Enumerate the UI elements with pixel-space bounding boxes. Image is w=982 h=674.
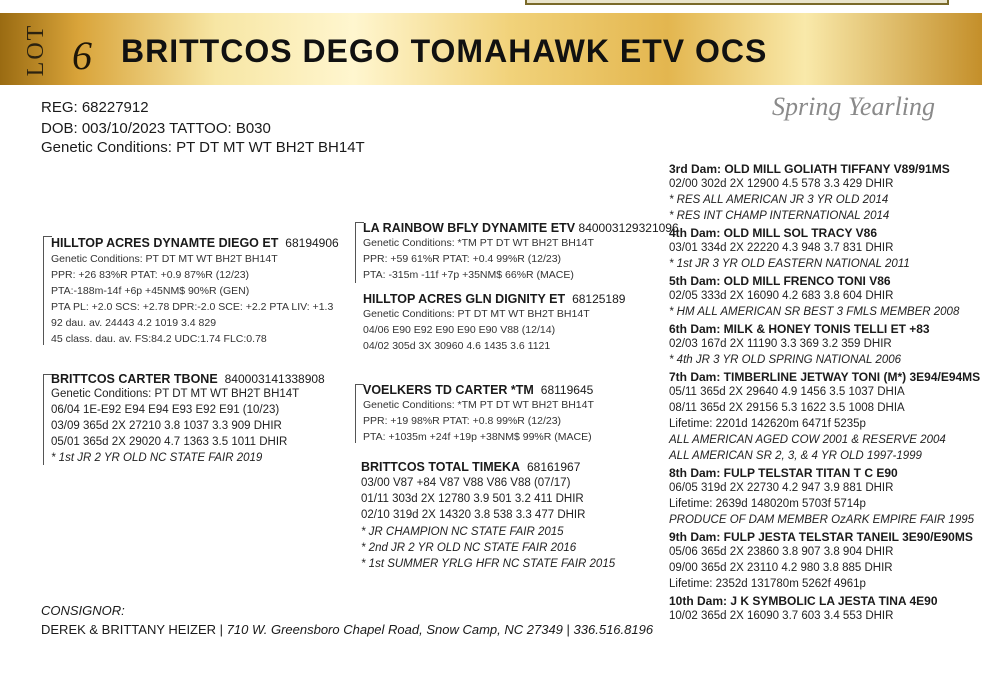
dam-sire-name: VOELKERS TD CARTER *TM 68119645 bbox=[363, 383, 594, 397]
genetic-conditions: Genetic Conditions: PT DT MT WT BH2T BH14T bbox=[41, 139, 365, 156]
dam-ancestor-note: * RES INT CHAMP INTERNATIONAL 2014 bbox=[669, 210, 890, 222]
dam-ancestor-record: 06/05 319d 2X 22730 4.2 947 3.9 881 DHIR bbox=[669, 482, 894, 494]
dam-ancestor-note: ALL AMERICAN SR 2, 3, & 4 YR OLD 1997-1999 bbox=[669, 450, 922, 462]
sire-dam-detail-line: Genetic Conditions: PT DT MT WT BH2T BH14T bbox=[363, 308, 590, 320]
consignor-label: CONSIGNOR: bbox=[41, 603, 125, 618]
dam-note: * 1st JR 2 YR OLD NC STATE FAIR 2019 bbox=[51, 452, 263, 464]
dam-ancestor-record: 10/02 365d 2X 16090 3.7 603 3.4 553 DHIR bbox=[669, 610, 894, 622]
consignor-phone: 336.516.8196 bbox=[573, 622, 654, 637]
sire-reg: 68194906 bbox=[285, 236, 339, 250]
dam-ancestor-heading: 9th Dam: FULP JESTA TELSTAR TANEIL 3E90/E90MS bbox=[669, 530, 973, 544]
lot-label: LOT bbox=[22, 23, 49, 77]
dam-dam-reg: 68161967 bbox=[526, 460, 581, 474]
dam-dam-note: * 2nd JR 2 YR OLD NC STATE FAIR 2016 bbox=[361, 542, 577, 554]
lot-title: BRITTCOS DEGO TOMAHAWK ETV OCS bbox=[121, 33, 768, 69]
dam-dam-note: * JR CHAMPION NC STATE FAIR 2015 bbox=[361, 526, 564, 538]
dam-ancestor-heading: 3rd Dam: OLD MILL GOLIATH TIFFANY V89/91MS bbox=[669, 162, 950, 176]
dam-ancestor-record: 05/11 365d 2X 29640 4.9 1456 3.5 1037 DHIA bbox=[669, 386, 905, 398]
dam-ancestor-note: * HM ALL AMERICAN SR BEST 3 FMLS MEMBER 2008 bbox=[669, 306, 960, 318]
sire-sire-detail-line: PTA: -315m -11f +7p +35NM$ 66%R (MACE) bbox=[363, 269, 574, 281]
dam-sire-detail-line: Genetic Conditions: *TM PT DT WT BH2T BH14T bbox=[363, 399, 594, 411]
dam-dam-name: BRITTCOS TOTAL TIMEKA 68161967 bbox=[361, 460, 581, 474]
sire-detail-line: PTA:-188m-14f +6p +45NM$ 90%R (GEN) bbox=[51, 285, 250, 297]
dam-ancestor-note: PRODUCE OF DAM MEMBER OzARK EMPIRE FAIR 1995 bbox=[669, 514, 975, 526]
sire-detail-line: PPR: +26 83%R PTAT: +0.9 87%R (12/23) bbox=[51, 269, 250, 281]
dam-ancestor-record: Lifetime: 2639d 148020m 5703f 5714p bbox=[669, 498, 866, 510]
dam-ancestor-record: 02/00 302d 2X 12900 4.5 578 3.3 429 DHIR bbox=[669, 178, 894, 190]
dam-ancestor-note: * RES ALL AMERICAN JR 3 YR OLD 2014 bbox=[669, 194, 889, 206]
dam-sire-reg: 68119645 bbox=[540, 383, 594, 397]
dam-ancestor-record: Lifetime: 2201d 142620m 6471f 5235p bbox=[669, 418, 866, 430]
reg-number: REG: 68227912 bbox=[41, 99, 149, 116]
dam-dam-note: * 1st SUMMER YRLG HFR NC STATE FAIR 2015 bbox=[361, 558, 616, 570]
sire-detail-line: PTA PL: +2.0 SCS: +2.78 DPR:-2.0 SCE: +2.2 PTA LIV: +1.3 bbox=[51, 301, 334, 313]
sire-sire-detail-line: Genetic Conditions: *TM PT DT WT BH2T BH14T bbox=[363, 237, 594, 249]
sire-detail-line: 45 class. dau. av. FS:84.2 UDC:1.74 FLC:0.78 bbox=[51, 333, 267, 345]
class-label: Spring Yearling bbox=[772, 92, 936, 121]
sire-sire-name: LA RAINBOW BFLY DYNAMITE ETV 840003129321096 bbox=[363, 221, 679, 235]
dam-ancestor-record: 02/03 167d 2X 11190 3.3 369 3.2 359 DHIR bbox=[669, 338, 892, 350]
sire-dam-detail-line: 04/02 305d 3X 30960 4.6 1435 3.6 1121 bbox=[363, 340, 551, 352]
dam-ancestor-heading: 4th Dam: OLD MILL SOL TRACY V86 bbox=[669, 226, 878, 240]
dam-ancestor-heading: 5th Dam: OLD MILL FRENCO TONI V86 bbox=[669, 274, 891, 288]
dob-tattoo: DOB: 003/10/2023 TATTOO: B030 bbox=[41, 120, 271, 137]
dam-ancestor-heading: 6th Dam: MILK & HONEY TONIS TELLI ET +83 bbox=[669, 322, 930, 336]
sire-dam-reg: 68125189 bbox=[572, 292, 626, 306]
dam-detail-line: 06/04 1E-E92 E94 E94 E93 E92 E91 (10/23) bbox=[51, 404, 280, 416]
dam-dam-detail-line: 01/11 303d 2X 12780 3.9 501 3.2 411 DHIR bbox=[361, 493, 584, 505]
consignor-address: 710 W. Greensboro Chapel Road, Snow Camp, NC 27349 bbox=[226, 622, 563, 637]
consignor-info bbox=[41, 622, 653, 637]
dam-ancestor-note: ALL AMERICAN AGED COW 2001 & RESERVE 2004 bbox=[669, 434, 946, 446]
consignor-separator: | bbox=[562, 622, 574, 637]
lot-number: 6 bbox=[72, 33, 92, 78]
dam-dam-detail-line: 03/00 V87 +84 V87 V88 V86 V88 (07/17) bbox=[361, 477, 571, 489]
dam-ancestor-record: 08/11 365d 2X 29156 5.3 1622 3.5 1008 DHIA bbox=[669, 402, 905, 414]
dam-ancestor-heading: 10th Dam: J K SYMBOLIC LA JESTA TINA 4E90 bbox=[669, 594, 938, 608]
dam-ancestor-record: 02/05 333d 2X 16090 4.2 683 3.8 604 DHIR bbox=[669, 290, 894, 302]
dam-ancestor-record: 03/01 334d 2X 22220 4.3 948 3.7 831 DHIR bbox=[669, 242, 894, 254]
sire-sire-reg: 840003129321096 bbox=[578, 221, 679, 235]
dam-ancestor-record: 09/00 365d 2X 23110 4.2 980 3.8 885 DHIR bbox=[669, 562, 893, 574]
dam-ancestor-heading: 7th Dam: TIMBERLINE JETWAY TONI (M*) 3E94/E94MS bbox=[669, 370, 981, 384]
sire-dam-name: HILLTOP ACRES GLN DIGNITY ET 68125189 bbox=[363, 292, 626, 306]
sire-name: HILLTOP ACRES DYNAMTE DIEGO ET 68194906 bbox=[51, 236, 339, 250]
dam-reg: 840003141338908 bbox=[224, 372, 325, 386]
dam-dam-detail-line: 02/10 319d 2X 14320 3.8 538 3.3 477 DHIR bbox=[361, 509, 586, 521]
dam-ancestor-note: * 4th JR 3 YR OLD SPRING NATIONAL 2006 bbox=[669, 354, 902, 366]
dam-ancestor-heading: 8th Dam: FULP TELSTAR TITAN T C E90 bbox=[669, 466, 898, 480]
top-frame-decoration bbox=[525, 0, 949, 5]
dam-ancestor-note: * 1st JR 3 YR OLD EASTERN NATIONAL 2011 bbox=[669, 258, 910, 270]
dam-sire-detail-line: PPR: +19 98%R PTAT: +0.8 99%R (12/23) bbox=[363, 415, 562, 427]
dam-detail-line: Genetic Conditions: PT DT MT WT BH2T BH14T bbox=[51, 388, 300, 400]
sire-sire-detail-line: PPR: +59 61%R PTAT: +0.4 99%R (12/23) bbox=[363, 253, 562, 265]
dam-ancestor-record: 05/06 365d 2X 23860 3.8 907 3.8 904 DHIR bbox=[669, 546, 894, 558]
consignor-name: DEREK & BRITTANY HEIZER | bbox=[41, 622, 227, 637]
sire-detail-line: Genetic Conditions: PT DT MT WT BH2T BH14T bbox=[51, 253, 278, 265]
sire-dam-detail-line: 04/06 E90 E92 E90 E90 E90 V88 (12/14) bbox=[363, 324, 556, 336]
dam-detail-line: 03/09 365d 2X 27210 3.8 1037 3.3 909 DHIR bbox=[51, 420, 282, 432]
dam-detail-line: 05/01 365d 2X 29020 4.7 1363 3.5 1011 DHIR bbox=[51, 436, 288, 448]
dam-sire-detail-line: PTA: +1035m +24f +19p +38NM$ 99%R (MACE) bbox=[363, 431, 592, 443]
sire-detail-line: 92 dau. av. 24443 4.2 1019 3.4 829 bbox=[51, 317, 217, 329]
dam-name: BRITTCOS CARTER TBONE 840003141338908 bbox=[51, 372, 325, 386]
dam-ancestor-record: Lifetime: 2352d 131780m 5262f 4961p bbox=[669, 578, 866, 590]
